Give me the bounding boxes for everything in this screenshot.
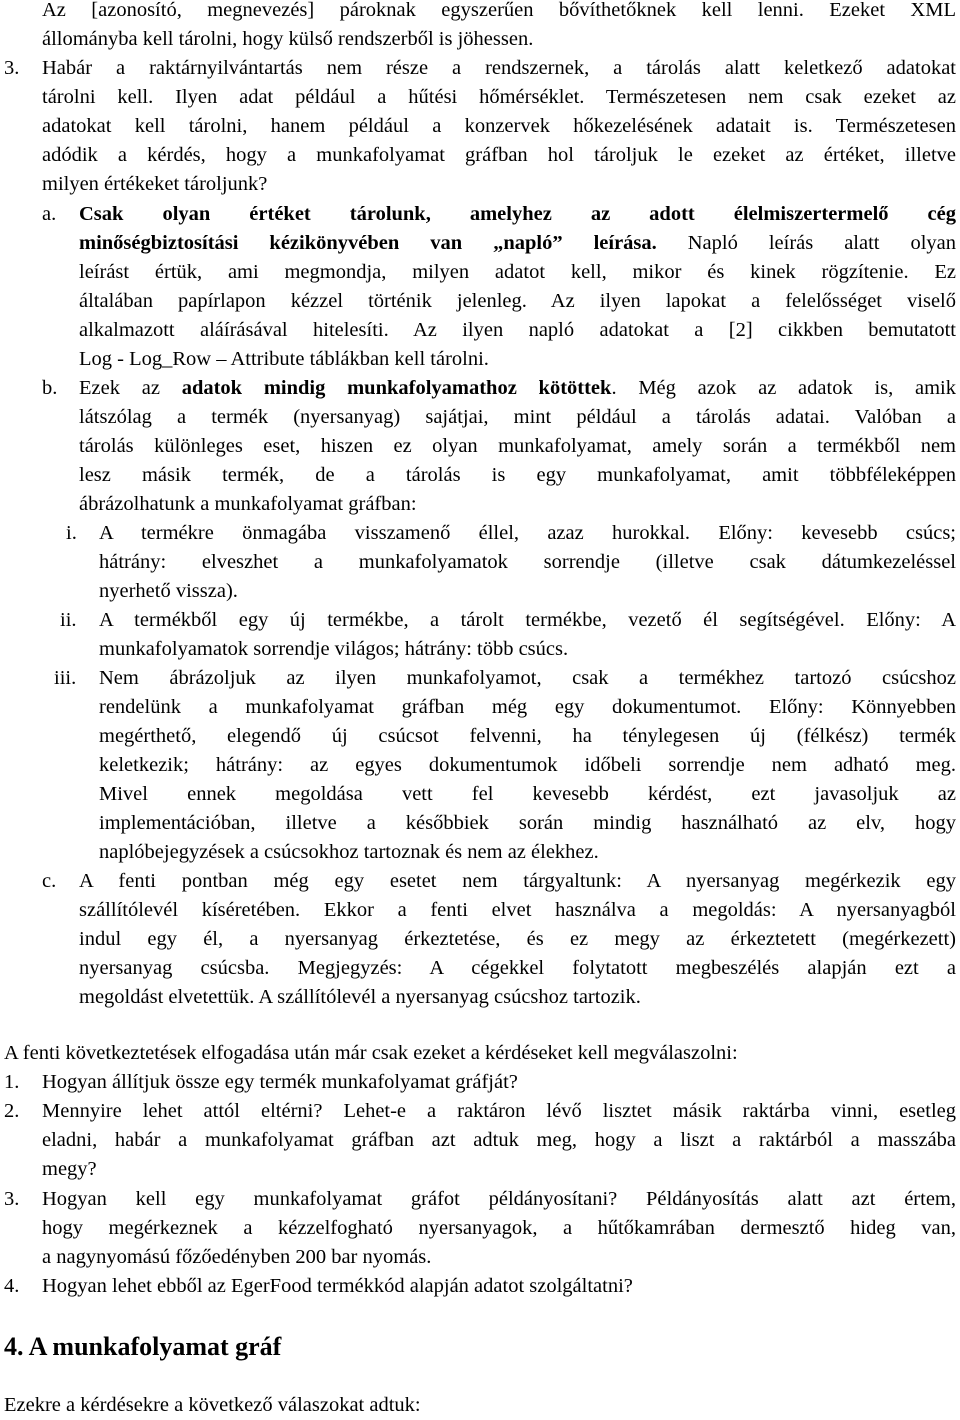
list-letter: b.	[42, 377, 58, 399]
paragraph-line: nyersanyag csúcsba. Megjegyzés: A cégekkel folytatott megbeszélés alapján ezt a	[79, 957, 956, 979]
paragraph-line: Mennyire lehet attól eltérni? Lehet-e a raktáron lévő lisztet másik raktárba vinni, esetleg	[42, 1100, 956, 1122]
paragraph-line: hátrány: elveszhet a munkafolyamatok sorrendje (illetve csak dátumkezeléssel	[99, 551, 956, 573]
paragraph-line: tárolni kell. Ilyen adat például a hűtési hőmérséklet. Természetesen nem csak ezeket az	[42, 86, 956, 108]
paragraph-line: megoldást elvetettük. A szállítólevél a nyersanyag csúcshoz tartozik.	[79, 986, 641, 1008]
paragraph-line: Nem ábrázoljuk az ilyen munkafolyamot, csak a termékhez tartozó csúcshoz	[99, 667, 956, 689]
paragraph-line: Ezekre a kérdésekre a következő válaszokat adtuk:	[4, 1394, 421, 1416]
paragraph-line: Log - Log_Row – Attribute táblákban kell tárolni.	[79, 348, 489, 370]
paragraph-line: adatokat kell tárolni, hanem például a konzervek hőkezelésének adatait is. Természetesen	[42, 115, 956, 137]
bold-statement: Csak olyan értéket tárolunk, amelyhez az adott élelmiszertermelő cég	[79, 203, 956, 225]
paragraph-line: A fenti pontban még egy esetet nem tárgyaltunk: A nyersanyag megérkezik egy	[79, 870, 956, 892]
paragraph-line: a nagynyomású főzőedényben 200 bar nyomás.	[42, 1246, 432, 1268]
paragraph-line: Habár a raktárnyilvántartás nem része a rendszernek, a tárolás alatt keletkező adatokat	[42, 57, 956, 79]
paragraph-line: szállítólevél kíséretében. Ekkor a fenti elvet használva a megoldás: A nyersanyagból	[79, 899, 956, 921]
paragraph-line: A termékre önmagába visszamenő éllel, azaz hurokkal. Előny: kevesebb csúcs;	[99, 522, 956, 544]
paragraph-line: alkalmazott aláírásával hitelesíti. Az ilyen napló adatokat a [2] cikkben bemutatott	[79, 319, 956, 341]
list-roman: i.	[66, 522, 77, 544]
paragraph-line: látszólag a termék (nyersanyag) sajátjai, mint például a tárolás adatai. Valóban a	[79, 406, 956, 428]
paragraph-line: keletkezik; hátrány: az egyes dokumentumok időbeli sorrendje nem adható meg.	[99, 754, 956, 776]
paragraph-line: naplóbejegyzések a csúcsokhoz tartoznak és nem az élekhez.	[99, 841, 599, 863]
list-roman: ii.	[60, 609, 77, 631]
list-number: 1.	[4, 1071, 20, 1093]
paragraph-line: rendelünk a munkafolyamat gráfban még egy dokumentumot. Előny: Könnyebben	[99, 696, 956, 718]
paragraph-line: általában papírlapon kézzel történik jelenleg. Az ilyen lapokat a felelősséget viselő	[79, 290, 956, 312]
paragraph-line: implementációban, illetve a későbbiek során mindig használható az elv, hogy	[99, 812, 956, 834]
paragraph-line	[79, 229, 956, 258]
paragraph-line: Hogyan állítjuk össze egy termék munkafolyamat gráfját?	[42, 1071, 518, 1093]
paragraph-line: tárolás különleges eset, hiszen ez olyan munkafolyamat, amely során a termékből nem	[79, 435, 956, 457]
list-number: 3.	[4, 57, 20, 79]
paragraph-line: nyerhető vissza).	[99, 580, 238, 602]
list-number: 4.	[4, 1275, 20, 1297]
paragraph-line: megérthető, elegendő új csúcsot felvenni, ha ténylegesen új (félkész) termék	[99, 725, 956, 747]
list-number: 2.	[4, 1100, 20, 1122]
paragraph-line	[79, 374, 956, 403]
paragraph-line: A termékből egy új termékbe, a tárolt termékbe, vezető él segítségével. Előny: A	[99, 609, 956, 631]
bold-statement: adatok mindig munkafolyamathoz kötöttek	[181, 377, 612, 399]
paragraph-line: Hogyan kell egy munkafolyamat gráfot példányosítani? Példányosítás alatt azt értem,	[42, 1188, 956, 1210]
list-roman: iii.	[54, 667, 77, 689]
list-letter: c.	[42, 870, 57, 892]
paragraph-line: ábrázolhatunk a munkafolyamat gráfban:	[79, 493, 417, 515]
paragraph-line: hogy megérkeznek a kézzelfogható nyersanyagok, a hűtőkamrában dermesztő hideg van,	[42, 1217, 956, 1239]
paragraph-line: adódik a kérdés, hogy a munkafolyamat gráfban hol tároljuk le ezeket az értéket, illetve	[42, 144, 956, 166]
text-span: Ezek az	[79, 377, 182, 399]
list-letter: a.	[42, 203, 57, 225]
paragraph-line: Az [azonosító, megnevezés] pároknak egyszerűen bővíthetőknek kell lenni. Ezeket XML	[42, 0, 956, 21]
paragraph-line: indul egy él, a nyersanyag érkeztetése, és ez megy az érkeztetett (megérkezett)	[79, 928, 956, 950]
paragraph-line: megy?	[42, 1158, 97, 1180]
paragraph-line: milyen értékeket tároljunk?	[42, 173, 268, 195]
text-span: Napló leírás alatt olyan	[656, 232, 956, 254]
paragraph-line: állományba kell tárolni, hogy külső rendszerből is jöhessen.	[42, 28, 534, 50]
list-number: 3.	[4, 1188, 20, 1210]
paragraph-line: lesz másik termék, de a tárolás is egy munkafolyamat, amit többféleképpen	[79, 464, 956, 486]
paragraph-line: Mivel ennek megoldása vett fel kevesebb kérdést, ezt javasoljuk az	[99, 783, 956, 805]
bold-statement: minőségbiztosítási kézikönyvében van „napló” leírása.	[79, 232, 657, 254]
paragraph-line: munkafolyamatok sorrendje világos; hátrány: több csúcs.	[99, 638, 569, 660]
paragraph-line: Hogyan lehet ebből az EgerFood termékkód alapján adatot szolgáltatni?	[42, 1275, 633, 1297]
paragraph-line: leírást értük, ami megmondja, milyen adatot kell, mikor és kinek rögzítenie. Ez	[79, 261, 956, 283]
paragraph-line: eladni, habár a munkafolyamat gráfban azt adtuk meg, hogy a liszt a raktárból a masszába	[42, 1129, 956, 1151]
section-heading: 4. A munkafolyamat gráf	[4, 1332, 282, 1361]
text-span: . Még azok az adatok is, amik	[611, 377, 956, 399]
paragraph-line: A fenti következtetések elfogadása után már csak ezeket a kérdéseket kell megválaszolni:	[4, 1042, 738, 1064]
